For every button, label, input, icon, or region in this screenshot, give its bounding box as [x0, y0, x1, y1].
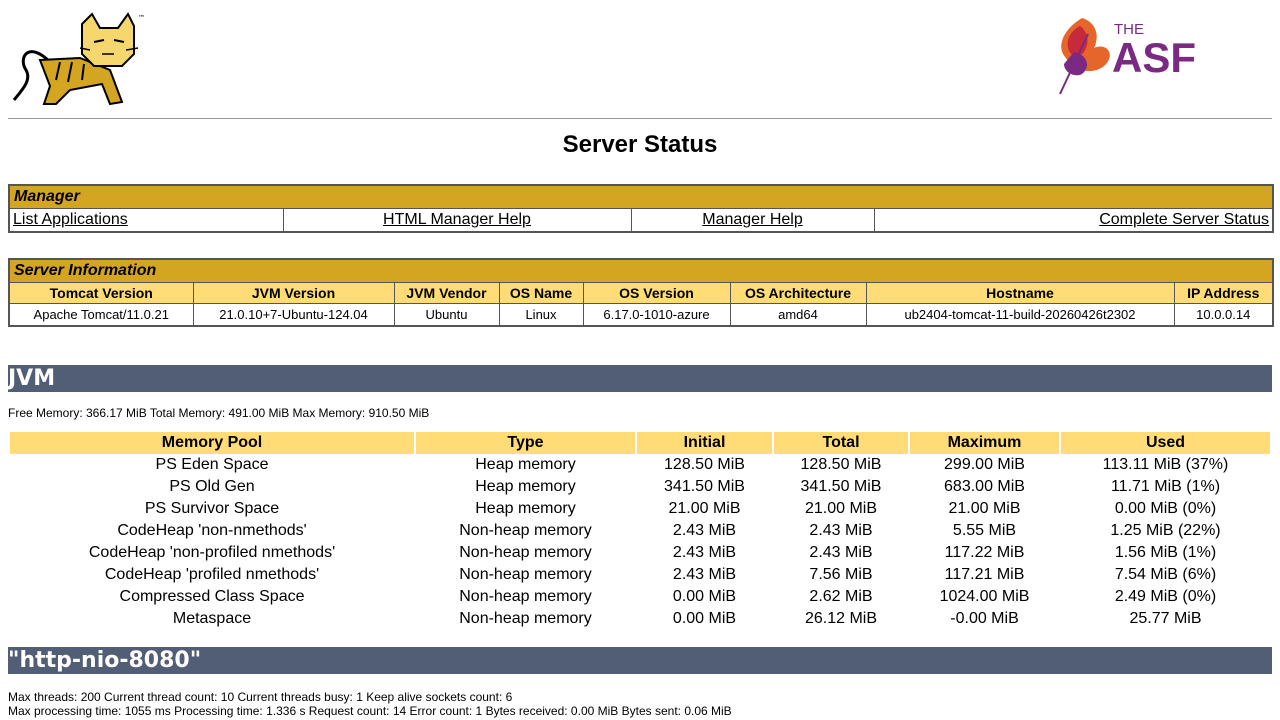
header-tomcat-version: Tomcat Version: [9, 283, 193, 304]
asf-logo-the: THE: [1114, 21, 1144, 38]
value-jvm-vendor: Ubuntu: [394, 304, 499, 327]
pool-type: Heap memory: [475, 456, 576, 473]
pool-initial: 0.00 MiB: [672, 610, 737, 627]
connector-thread-stats: Max threads: 200 Current thread count: 10 Current threads busy: 1 Keep alive sockets count: 6: [8, 690, 513, 704]
pool-total: 341.50 MiB: [800, 478, 882, 495]
asf-logo-asf: ASF: [1112, 34, 1196, 81]
header-total: Total: [774, 432, 908, 454]
pool-total: 128.50 MiB: [800, 456, 882, 473]
pool-type: Heap memory: [475, 478, 576, 495]
header-initial: Initial: [637, 432, 772, 454]
pool-used: 113.11 MiB (37%): [1102, 456, 1229, 473]
pool-initial: 2.43 MiB: [672, 566, 737, 583]
pool-name: PS Survivor Space: [144, 500, 280, 517]
pool-total: 2.43 MiB: [809, 522, 873, 539]
pool-maximum: 5.55 MiB: [952, 522, 1017, 539]
pool-name: Metaspace: [172, 610, 252, 627]
header-ip-address: IP Address: [1174, 283, 1273, 304]
manager-title: Manager: [9, 185, 1273, 209]
pool-initial: 0.00 MiB: [672, 588, 737, 605]
list-applications-link[interactable]: List Applications: [13, 211, 128, 228]
connector-request-stats: Max processing time: 1055 ms Processing time: 1.336 s Request count: 14 Error count: 1 Bytes received: 0.00 MiB Bytes sent: 0.06 MiB: [8, 704, 732, 718]
connector-section-header: "http-nio-8080": [8, 647, 1272, 674]
pool-name: CodeHeap 'non-nmethods': [117, 522, 307, 539]
pool-maximum: 299.00 MiB: [944, 456, 1025, 473]
table-row: [10, 498, 1270, 520]
header-maximum: Maximum: [910, 432, 1059, 454]
header-used: Used: [1061, 432, 1270, 454]
jvm-section-header: JVM: [8, 365, 1272, 392]
pool-total: 7.56 MiB: [809, 566, 873, 583]
page-title: Server Status: [562, 131, 718, 158]
complete-server-status-link[interactable]: Complete Server Status: [1099, 211, 1270, 228]
table-row: [10, 608, 1270, 630]
pool-maximum: 117.22 MiB: [944, 544, 1025, 561]
pool-name: Compressed Class Space: [119, 588, 305, 605]
pool-maximum: 21.00 MiB: [948, 500, 1021, 517]
pool-type: Non-heap memory: [459, 522, 592, 539]
manager-help-link[interactable]: Manager Help: [702, 211, 803, 228]
pool-initial: 2.43 MiB: [672, 522, 737, 539]
table-row: [10, 586, 1270, 608]
trademark-label: ™: [138, 14, 145, 22]
header-divider: [8, 118, 1272, 119]
value-os-version: 6.17.0-1010-azure: [583, 304, 730, 327]
value-os-name: Linux: [499, 304, 583, 327]
pool-maximum: 683.00 MiB: [944, 478, 1025, 495]
value-ip-address: 10.0.0.14: [1174, 304, 1273, 327]
value-tomcat-version: Apache Tomcat/11.0.21: [9, 304, 193, 327]
value-hostname: ub2404-tomcat-11-build-20260426t2302: [866, 304, 1174, 327]
pool-used: 1.25 MiB (22%): [1110, 522, 1221, 539]
pool-maximum: -0.00 MiB: [950, 610, 1019, 627]
table-row: [10, 476, 1270, 498]
pool-total: 21.00 MiB: [804, 500, 878, 517]
server-information-title: Server Information: [9, 259, 1273, 283]
asf-logo: [1052, 12, 1222, 98]
header-type: Type: [416, 432, 635, 454]
pool-name: PS Eden Space: [155, 456, 269, 473]
pool-type: Non-heap memory: [459, 610, 592, 627]
header-hostname: Hostname: [866, 283, 1174, 304]
pool-initial: 341.50 MiB: [664, 478, 745, 495]
pool-total: 2.62 MiB: [809, 588, 873, 605]
pool-maximum: 1024.00 MiB: [939, 588, 1030, 605]
table-row: [10, 454, 1270, 476]
header-jvm-vendor: JVM Vendor: [394, 283, 499, 304]
table-row: [10, 520, 1270, 542]
value-jvm-version: 21.0.10+7-Ubuntu-124.04: [193, 304, 394, 327]
tomcat-logo: [10, 10, 150, 108]
header-os-version: OS Version: [583, 283, 730, 304]
pool-used: 25.77 MiB: [1129, 610, 1202, 627]
pool-type: Non-heap memory: [459, 588, 592, 605]
pool-total: 26.12 MiB: [804, 610, 878, 627]
pool-initial: 2.43 MiB: [672, 544, 737, 561]
pool-name: CodeHeap 'profiled nmethods': [104, 566, 320, 583]
pool-type: Non-heap memory: [459, 566, 592, 583]
pool-used: 7.54 MiB (6%): [1114, 566, 1217, 583]
pool-used: 0.00 MiB (0%): [1114, 500, 1217, 517]
table-row: [10, 542, 1270, 564]
server-information-box: [8, 258, 1274, 327]
header-jvm-version: JVM Version: [193, 283, 394, 304]
pool-initial: 21.00 MiB: [668, 500, 741, 517]
manager-box: [8, 184, 1274, 233]
pool-maximum: 117.21 MiB: [944, 566, 1025, 583]
header-os-name: OS Name: [499, 283, 583, 304]
html-manager-help-link[interactable]: HTML Manager Help: [383, 211, 531, 228]
pool-type: Heap memory: [475, 500, 576, 517]
pool-name: PS Old Gen: [169, 478, 255, 495]
pool-used: 11.71 MiB (1%): [1110, 478, 1221, 495]
pool-used: 2.49 MiB (0%): [1114, 588, 1217, 605]
pool-total: 2.43 MiB: [809, 544, 873, 561]
pool-used: 1.56 MiB (1%): [1114, 544, 1217, 561]
jvm-memory-summary: Free Memory: 366.17 MiB Total Memory: 491.00 MiB Max Memory: 910.50 MiB: [8, 406, 430, 420]
table-row: [10, 564, 1270, 586]
memory-pool-table: [8, 432, 1272, 630]
pool-type: Non-heap memory: [459, 544, 592, 561]
pool-name: CodeHeap 'non-profiled nmethods': [88, 544, 336, 561]
header-memory-pool: Memory Pool: [10, 432, 414, 454]
value-os-architecture: amd64: [730, 304, 866, 327]
pool-initial: 128.50 MiB: [664, 456, 745, 473]
header-os-architecture: OS Architecture: [730, 283, 866, 304]
